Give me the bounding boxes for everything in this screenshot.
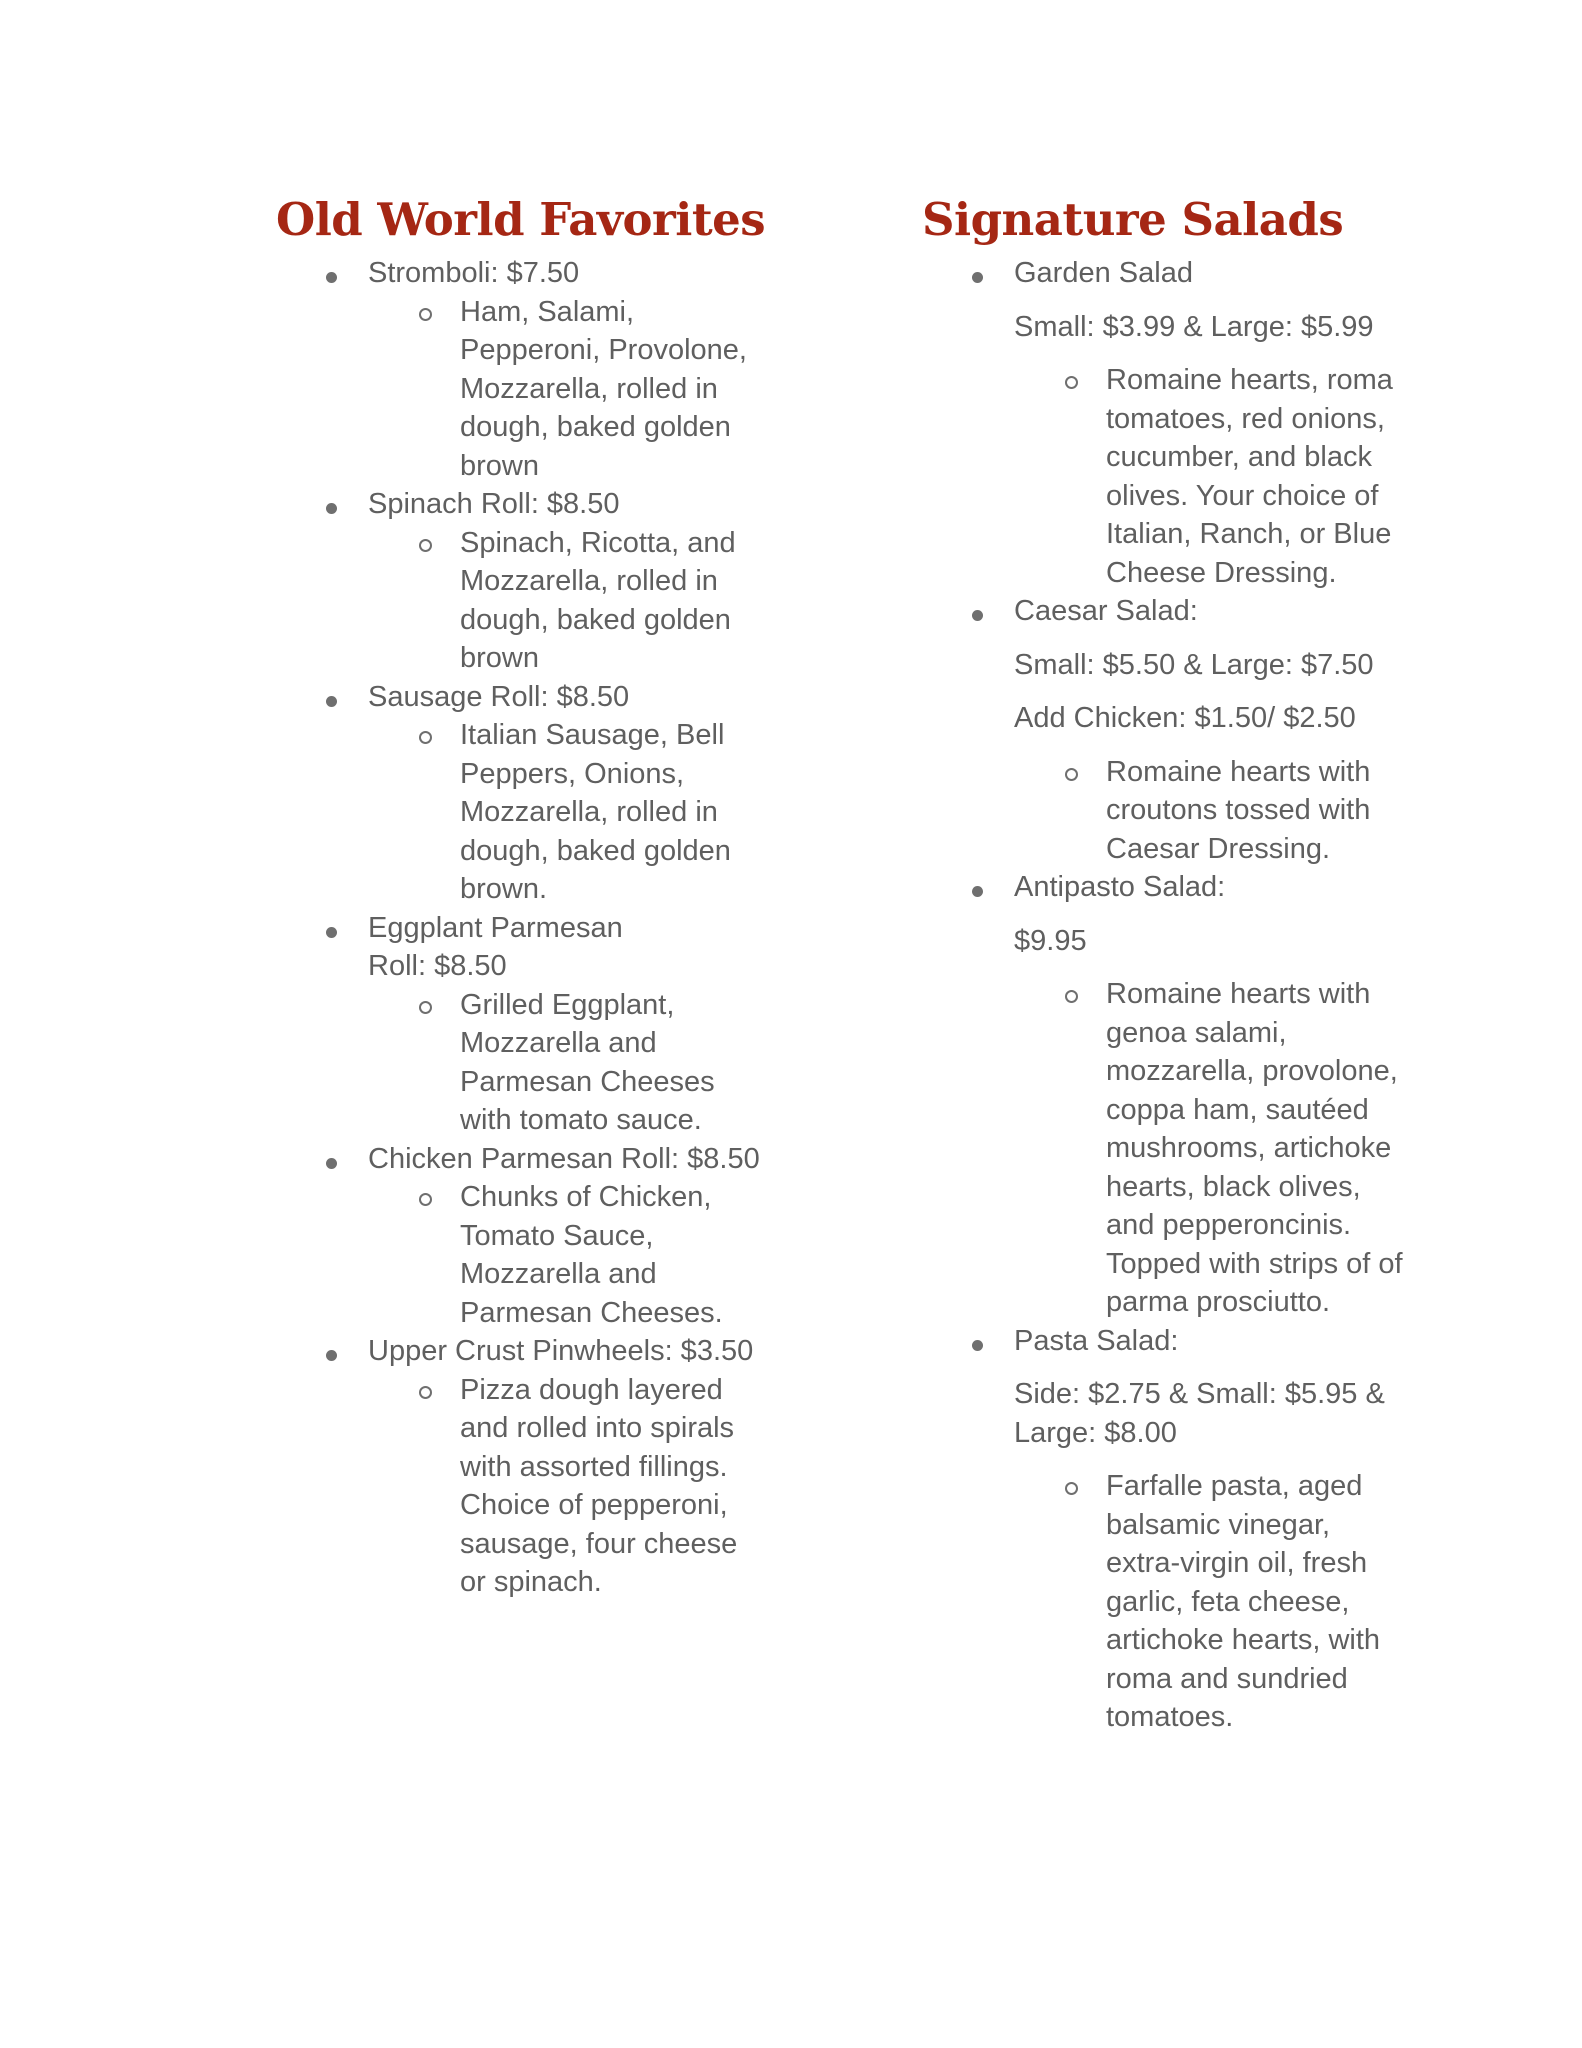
description-text: Grilled Eggplant, Mozzarella and Parmesan Cheeses with tomato sauce. [460,988,715,1136]
menu-item-price: Small: $5.50 & Large: $7.50 [1014,648,1374,681]
menu-item-antipasto-salad [922,868,1442,1322]
old-world-favorites-heading: Old World Favorites [276,193,766,246]
menu-item-description [368,716,786,909]
menu-item-description [368,1371,786,1602]
menu-item-name: Stromboli: $7.50 [368,257,580,289]
bullet-dot-icon [326,1350,337,1361]
menu-item-sausage-roll [276,678,786,909]
menu-item-description [1014,975,1442,1322]
bullet-dot-icon [972,610,983,621]
bullet-dot-icon [326,1158,337,1169]
menu-item-description [1014,753,1442,869]
description-text: Ham, Salami, Pepperoni, Provolone, Mozzarella, rolled in dough, baked golden brown [460,295,747,482]
old-world-favorites-section [276,190,786,1602]
menu-item-name: Sausage Roll: $8.50 [368,680,630,713]
menu-item-chicken-parmesan-roll [276,1140,786,1333]
bullet-ring-icon [419,1193,432,1206]
signature-salads-list [922,254,1442,1737]
menu-item-name: Upper Crust Pinwheels: $3.50 [368,1335,754,1367]
bullet-ring-icon [1065,768,1078,781]
description-text: Chunks of Chicken, Tomato Sauce, Mozzarella and Parmesan Cheeses. [460,1181,723,1329]
menu-item-description [368,986,786,1140]
menu-item-name: Caesar Salad: [1014,595,1198,627]
menu-item-price: $9.95 [1014,924,1087,957]
menu-item-description [1014,361,1442,592]
bullet-ring-icon [1065,376,1078,389]
bullet-ring-icon [419,1386,432,1399]
bullet-ring-icon [419,1001,432,1014]
menu-item-name: Eggplant Parmesan Roll: $8.50 [368,911,623,982]
bullet-dot-icon [326,503,337,514]
menu-item-description [368,1178,786,1332]
menu-item-name: Garden Salad [1014,257,1193,289]
description-text: Italian Sausage, Bell Peppers, Onions, Mozzarella, rolled in dough, baked golden brown. [460,719,731,905]
bullet-dot-icon [972,1340,983,1351]
description-text: Romaine hearts, roma tomatoes, red onions, cucumber, and black olives. Your choice of Italian, Ranch, or Blue Cheese Dressing. [1106,364,1393,589]
menu-item-name: Pasta Salad: [1014,1324,1179,1357]
menu-item-addon-price: Add Chicken: $1.50/ $2.50 [1014,702,1356,734]
bullet-ring-icon [1065,1482,1078,1495]
description-text: Pizza dough layered and rolled into spirals with assorted fillings. Choice of pepperoni, sausage, four cheese or spinach. [460,1373,738,1598]
menu-item-name: Chicken Parmesan Roll: $8.50 [368,1142,760,1175]
description-text: Romaine hearts with genoa salami, mozzarella, provolone, coppa ham, sautéed mushrooms, artichoke hearts, black olives, and pepperoncinis. Topped with strips of of parma prosciutto. [1106,978,1403,1318]
bullet-ring-icon [419,308,432,321]
bullet-dot-icon [972,272,983,283]
bullet-dot-icon [326,272,337,283]
menu-item-price: Side: $2.75 & Small: $5.95 & Large: $8.00 [1014,1378,1385,1449]
signature-salads-heading: Signature Salads [922,193,1344,246]
menu-item-caesar-salad [922,592,1442,868]
menu-item-upper-crust-pinwheels [276,1332,786,1602]
menu-item-pasta-salad [922,1322,1442,1737]
menu-item-description [368,293,786,486]
menu-item-stromboli [276,254,786,485]
menu-item-eggplant-parmesan-roll [276,909,786,1140]
menu-item-price: Small: $3.99 & Large: $5.99 [1014,310,1374,343]
menu-item-garden-salad [922,254,1442,592]
description-text: Spinach, Ricotta, and Mozzarella, rolled in dough, baked golden brown [460,526,736,674]
bullet-ring-icon [1065,990,1078,1003]
bullet-dot-icon [972,886,983,897]
old-world-favorites-list [276,254,786,1602]
bullet-dot-icon [326,696,337,707]
signature-salads-section [922,190,1442,1737]
menu-item-spinach-roll [276,485,786,678]
menu-item-description [1014,1467,1442,1737]
menu-item-description [368,524,786,678]
bullet-dot-icon [326,927,337,938]
bullet-ring-icon [419,731,432,744]
description-text: Farfalle pasta, aged balsamic vinegar, extra-virgin oil, fresh garlic, feta cheese, artichoke hearts, with roma and sundried tomatoes. [1106,1470,1381,1733]
menu-item-name: Antipasto Salad: [1014,871,1226,903]
bullet-ring-icon [419,539,432,552]
description-text: Romaine hearts with croutons tossed with Caesar Dressing. [1106,755,1371,865]
menu-item-name: Spinach Roll: $8.50 [368,488,620,520]
